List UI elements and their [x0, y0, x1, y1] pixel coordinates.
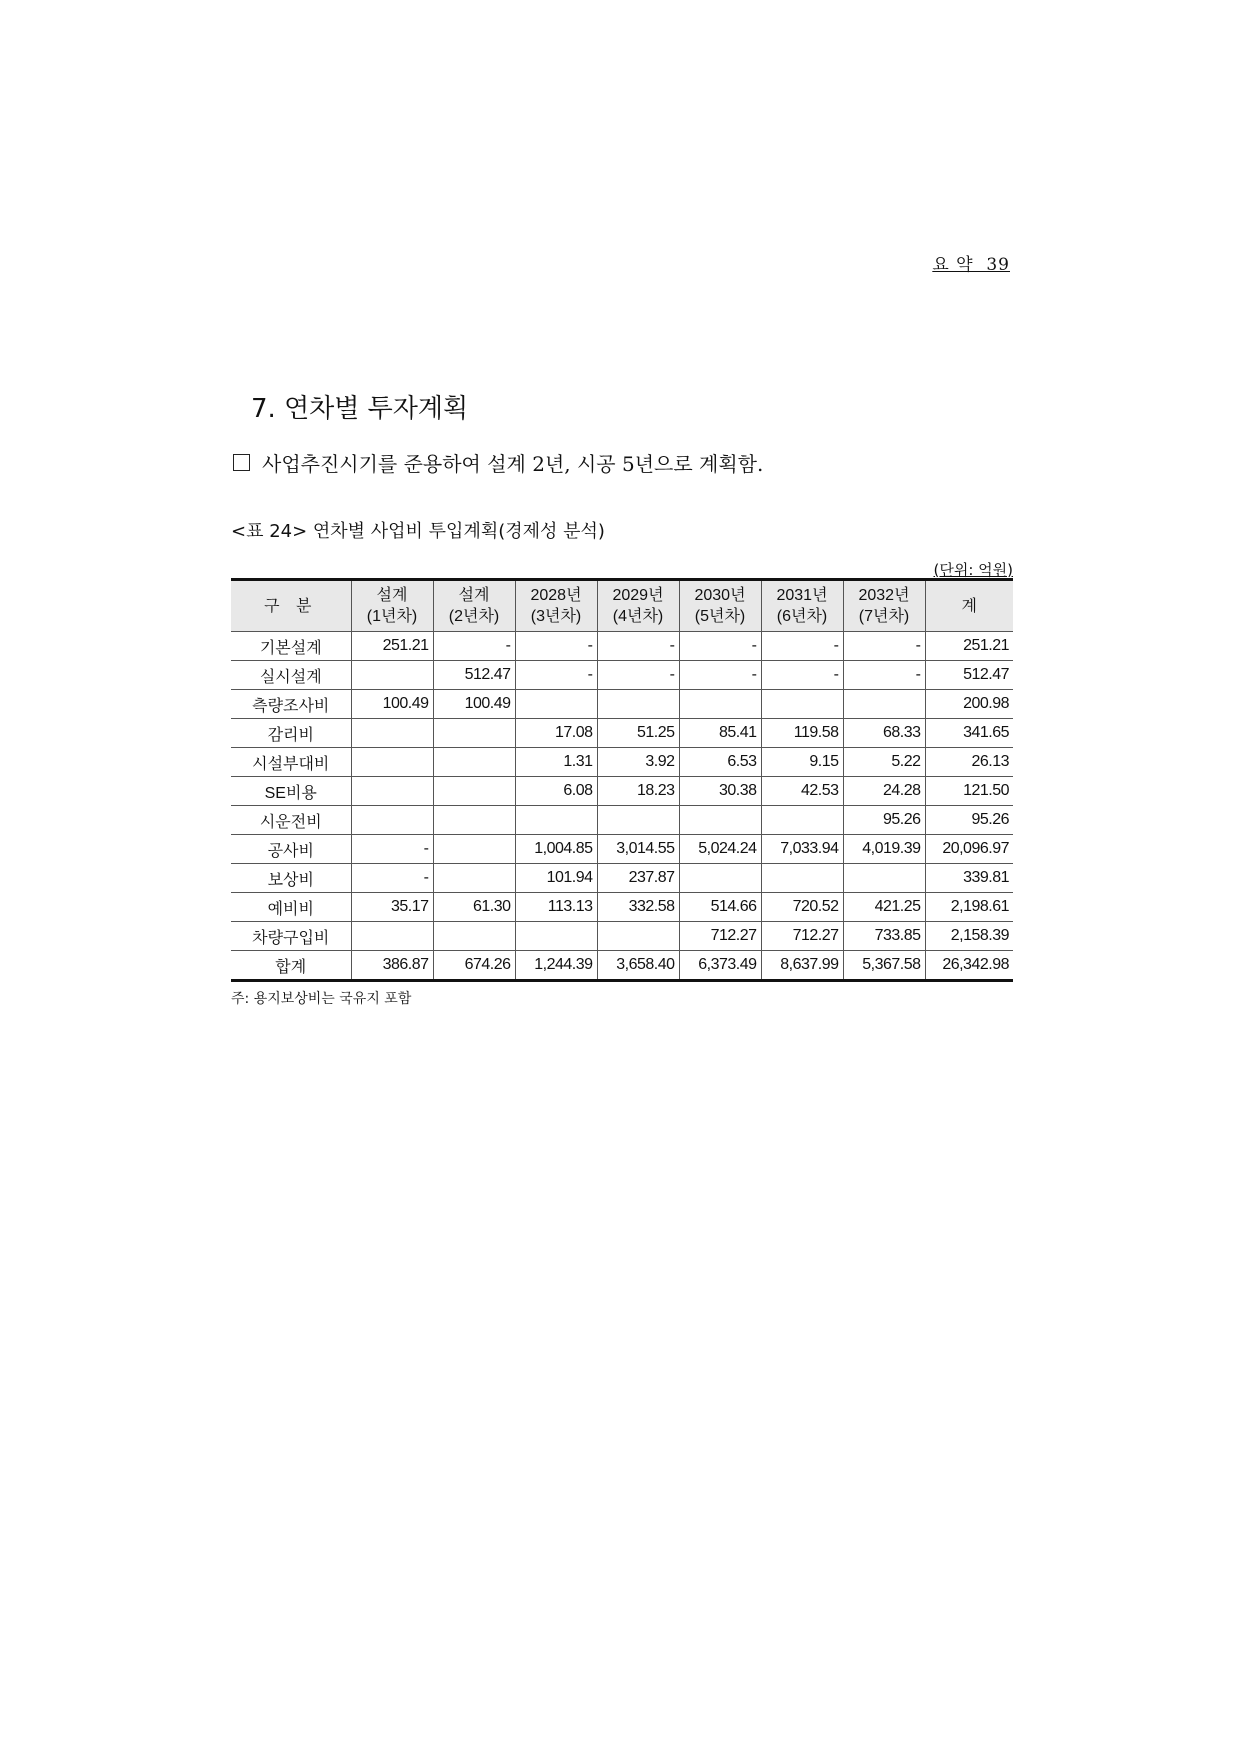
- table-row: [231, 719, 1013, 748]
- value-cell: 341.65: [925, 719, 1013, 748]
- value-cell: 101.94: [515, 864, 597, 893]
- row-label-cell: 측량조사비: [231, 690, 351, 719]
- checkbox-bullet-icon: [233, 454, 250, 471]
- value-cell: 42.53: [761, 777, 843, 806]
- value-cell: 9.15: [761, 748, 843, 777]
- value-cell: [515, 922, 597, 951]
- value-cell: -: [351, 835, 433, 864]
- value-cell: 1,004.85: [515, 835, 597, 864]
- column-header: [679, 580, 761, 632]
- value-cell: -: [515, 661, 597, 690]
- column-header-line2: (5년차): [694, 608, 746, 625]
- column-header-line1: 계: [961, 597, 977, 615]
- value-cell: 5.22: [843, 748, 925, 777]
- value-cell: 26,342.98: [925, 951, 1013, 981]
- value-cell: 251.21: [351, 632, 433, 661]
- value-cell: 421.25: [843, 893, 925, 922]
- value-cell: 674.26: [433, 951, 515, 981]
- table-body: [231, 632, 1013, 981]
- table-row: [231, 806, 1013, 835]
- table-row: [231, 893, 1013, 922]
- column-header-line1: 설계: [376, 587, 408, 604]
- value-cell: [351, 748, 433, 777]
- value-cell: 332.58: [597, 893, 679, 922]
- value-cell: 6,373.49: [679, 951, 761, 981]
- value-cell: 733.85: [843, 922, 925, 951]
- value-cell: 712.27: [761, 922, 843, 951]
- row-label-cell: 합계: [231, 951, 351, 981]
- column-header-line2: (6년차): [776, 608, 828, 625]
- value-cell: [761, 864, 843, 893]
- value-cell: 113.13: [515, 893, 597, 922]
- table-row: [231, 632, 1013, 661]
- column-header-line1: 2030년: [694, 587, 746, 604]
- value-cell: 68.33: [843, 719, 925, 748]
- value-cell: 24.28: [843, 777, 925, 806]
- value-cell: 100.49: [433, 690, 515, 719]
- value-cell: 720.52: [761, 893, 843, 922]
- value-cell: -: [433, 632, 515, 661]
- value-cell: [351, 661, 433, 690]
- value-cell: 514.66: [679, 893, 761, 922]
- value-cell: [597, 922, 679, 951]
- value-cell: 1,244.39: [515, 951, 597, 981]
- value-cell: [843, 864, 925, 893]
- column-header-line1: 2032년: [858, 587, 910, 604]
- value-cell: -: [515, 632, 597, 661]
- row-label-cell: 시설부대비: [231, 748, 351, 777]
- value-cell: 200.98: [925, 690, 1013, 719]
- value-cell: [433, 922, 515, 951]
- value-cell: [433, 748, 515, 777]
- value-cell: [515, 690, 597, 719]
- value-cell: -: [761, 632, 843, 661]
- value-cell: -: [351, 864, 433, 893]
- row-label-cell: 공사비: [231, 835, 351, 864]
- table-caption: <표 24> 연차별 사업비 투입계획(경제성 분석): [231, 521, 605, 542]
- column-header-line1: 구 분: [264, 597, 318, 615]
- column-header-line2: (2년차): [448, 608, 500, 625]
- table-row: [231, 922, 1013, 951]
- column-header-line1: 2031년: [776, 587, 828, 604]
- column-header-line1: 2028년: [530, 587, 582, 604]
- value-cell: 20,096.97: [925, 835, 1013, 864]
- value-cell: 85.41: [679, 719, 761, 748]
- column-header: [433, 580, 515, 632]
- value-cell: [433, 806, 515, 835]
- value-cell: [761, 806, 843, 835]
- value-cell: [433, 835, 515, 864]
- value-cell: 512.47: [433, 661, 515, 690]
- value-cell: 26.13: [925, 748, 1013, 777]
- value-cell: [433, 719, 515, 748]
- value-cell: 95.26: [925, 806, 1013, 835]
- column-header-line2: (1년차): [366, 608, 418, 625]
- value-cell: [433, 864, 515, 893]
- row-label-cell: 시운전비: [231, 806, 351, 835]
- value-cell: 5,367.58: [843, 951, 925, 981]
- value-cell: [761, 690, 843, 719]
- row-label-cell: 실시설계: [231, 661, 351, 690]
- value-cell: [515, 806, 597, 835]
- table-row: [231, 835, 1013, 864]
- value-cell: 712.27: [679, 922, 761, 951]
- bullet-paragraph: [233, 448, 763, 477]
- value-cell: 6.53: [679, 748, 761, 777]
- value-cell: 7,033.94: [761, 835, 843, 864]
- value-cell: -: [597, 632, 679, 661]
- table-unit-note: (단위: 억원): [933, 561, 1013, 579]
- column-header: [515, 580, 597, 632]
- value-cell: 8,637.99: [761, 951, 843, 981]
- value-cell: -: [843, 661, 925, 690]
- table-header-row: [231, 580, 1013, 632]
- value-cell: 2,158.39: [925, 922, 1013, 951]
- column-header: [761, 580, 843, 632]
- table-row: [231, 690, 1013, 719]
- column-header: [597, 580, 679, 632]
- value-cell: [597, 690, 679, 719]
- row-label-cell: 기본설계: [231, 632, 351, 661]
- value-cell: 3.92: [597, 748, 679, 777]
- value-cell: -: [679, 632, 761, 661]
- value-cell: [597, 806, 679, 835]
- table-footnote: 주: 용지보상비는 국유지 포함: [231, 991, 412, 1007]
- table-row: [231, 951, 1013, 981]
- value-cell: 17.08: [515, 719, 597, 748]
- column-header: [843, 580, 925, 632]
- value-cell: 61.30: [433, 893, 515, 922]
- value-cell: [351, 719, 433, 748]
- value-cell: 1.31: [515, 748, 597, 777]
- row-label-cell: 예비비: [231, 893, 351, 922]
- value-cell: 18.23: [597, 777, 679, 806]
- column-header-line2: (4년차): [612, 608, 664, 625]
- value-cell: -: [843, 632, 925, 661]
- column-header-line1: 2029년: [612, 587, 664, 604]
- value-cell: -: [597, 661, 679, 690]
- value-cell: 2,198.61: [925, 893, 1013, 922]
- table-row: [231, 864, 1013, 893]
- column-header: [925, 580, 1013, 632]
- value-cell: -: [679, 661, 761, 690]
- column-header-line2: (7년차): [858, 608, 910, 625]
- value-cell: 512.47: [925, 661, 1013, 690]
- value-cell: 121.50: [925, 777, 1013, 806]
- value-cell: 386.87: [351, 951, 433, 981]
- row-label-cell: 차량구입비: [231, 922, 351, 951]
- value-cell: [679, 806, 761, 835]
- value-cell: 4,019.39: [843, 835, 925, 864]
- value-cell: 5,024.24: [679, 835, 761, 864]
- investment-plan-table: [231, 578, 1013, 982]
- value-cell: [679, 690, 761, 719]
- page-header-summary: 요 약 39: [932, 255, 1010, 275]
- column-header: [351, 580, 433, 632]
- value-cell: [351, 922, 433, 951]
- value-cell: 35.17: [351, 893, 433, 922]
- value-cell: [843, 690, 925, 719]
- section-title: 7. 연차별 투자계획: [251, 394, 469, 424]
- value-cell: 251.21: [925, 632, 1013, 661]
- value-cell: 119.58: [761, 719, 843, 748]
- table-row: [231, 777, 1013, 806]
- value-cell: 95.26: [843, 806, 925, 835]
- column-header-line2: (3년차): [530, 608, 582, 625]
- value-cell: 3,658.40: [597, 951, 679, 981]
- value-cell: 30.38: [679, 777, 761, 806]
- value-cell: [679, 864, 761, 893]
- bullet-text: 사업추진시기를 준용하여 설계 2년, 시공 5년으로 계획함.: [262, 452, 764, 476]
- value-cell: [433, 777, 515, 806]
- value-cell: [351, 806, 433, 835]
- value-cell: 100.49: [351, 690, 433, 719]
- value-cell: 6.08: [515, 777, 597, 806]
- value-cell: [351, 777, 433, 806]
- value-cell: 51.25: [597, 719, 679, 748]
- value-cell: 3,014.55: [597, 835, 679, 864]
- row-label-cell: SE비용: [231, 777, 351, 806]
- row-label-cell: 감리비: [231, 719, 351, 748]
- table-row: [231, 748, 1013, 777]
- table-row: [231, 661, 1013, 690]
- value-cell: 339.81: [925, 864, 1013, 893]
- value-cell: 237.87: [597, 864, 679, 893]
- row-label-cell: 보상비: [231, 864, 351, 893]
- column-header: [231, 580, 351, 632]
- value-cell: -: [761, 661, 843, 690]
- column-header-line1: 설계: [458, 587, 490, 604]
